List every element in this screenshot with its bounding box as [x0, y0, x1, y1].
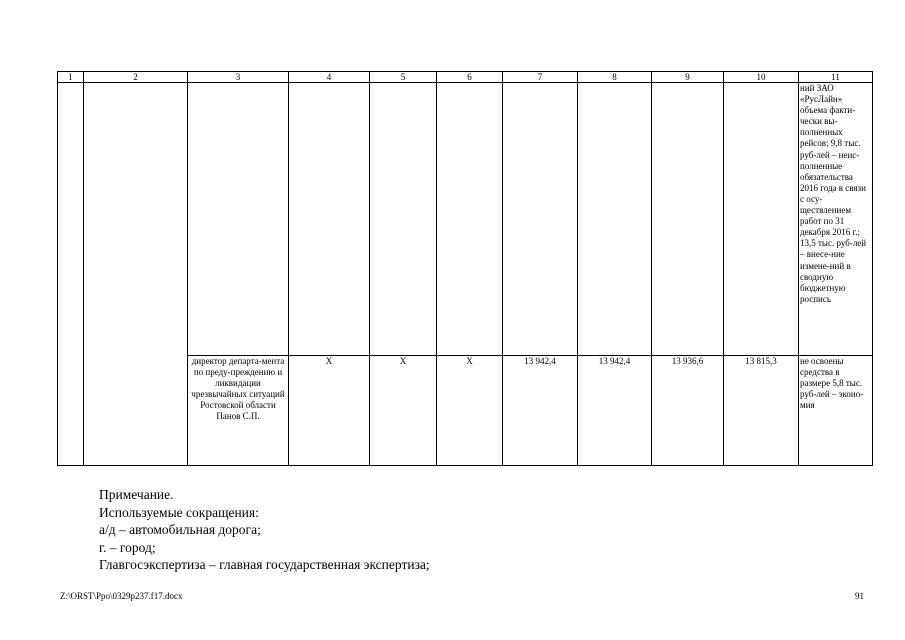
column-number: 10 — [724, 72, 799, 83]
table-cell — [370, 83, 437, 356]
column-number: 11 — [799, 72, 873, 83]
comment-cell: не освоены средства в размере 5,8 тыс. руб-лей – эконо-мия — [799, 356, 873, 466]
table-cell: X — [289, 356, 370, 466]
abbreviation-item: а/д – автомобильная дорога; — [99, 522, 261, 538]
table-cell: 13 942,4 — [503, 356, 578, 466]
table-cell — [652, 83, 724, 356]
table-cell — [437, 83, 503, 356]
column-number: 6 — [437, 72, 503, 83]
table-cell: X — [370, 356, 437, 466]
column-number: 5 — [370, 72, 437, 83]
budget-table — [57, 71, 873, 466]
table-cell — [289, 83, 370, 356]
table-cell: 13 936,6 — [652, 356, 724, 466]
responsible-person-cell: директор департа-мента по преду-преждению и ликвидации чрезвычайных ситуаций Ростовской области Панов С.П. — [188, 356, 289, 466]
column-number-row — [58, 72, 873, 83]
column-number: 7 — [503, 72, 578, 83]
table-cell — [188, 83, 289, 356]
column-number: 8 — [578, 72, 652, 83]
table-row — [58, 83, 873, 356]
table-cell — [84, 83, 188, 466]
note-block — [99, 486, 430, 574]
column-number: 9 — [652, 72, 724, 83]
note-intro: Используемые сокращения: — [99, 504, 259, 520]
column-number: 3 — [188, 72, 289, 83]
table-cell: 13 815,3 — [724, 356, 799, 466]
table-cell: 13 942,4 — [578, 356, 652, 466]
note-title: Примечание. — [99, 487, 174, 502]
file-path: Z:\ORST\Ppo\0329p237.f17.docx — [60, 591, 183, 601]
column-number: 2 — [84, 72, 188, 83]
column-number: 4 — [289, 72, 370, 83]
table-cell — [503, 83, 578, 356]
table-cell — [724, 83, 799, 356]
column-number: 1 — [58, 72, 84, 83]
table-cell — [578, 83, 652, 356]
table-cell — [58, 83, 84, 466]
continued-comment-cell: ний ЗАО «РусЛайн» объема факти-чески вы-полненных рейсов; 9,8 тыс. руб-лей – неис-полненные обязательства 2016 года в связи с осу-ществлением работ по 31 декабря 2016 г.; 13,5 тыс. руб-лей – внесе-ние измене-ний в сводную бюджетную роспись — [799, 83, 873, 356]
page-number: 91 — [855, 591, 864, 601]
abbreviation-item: Главгосэкспертиза – главная государственная экспертиза; — [99, 557, 430, 573]
table-cell: X — [437, 356, 503, 466]
abbreviation-item: г. – город; — [99, 539, 156, 555]
